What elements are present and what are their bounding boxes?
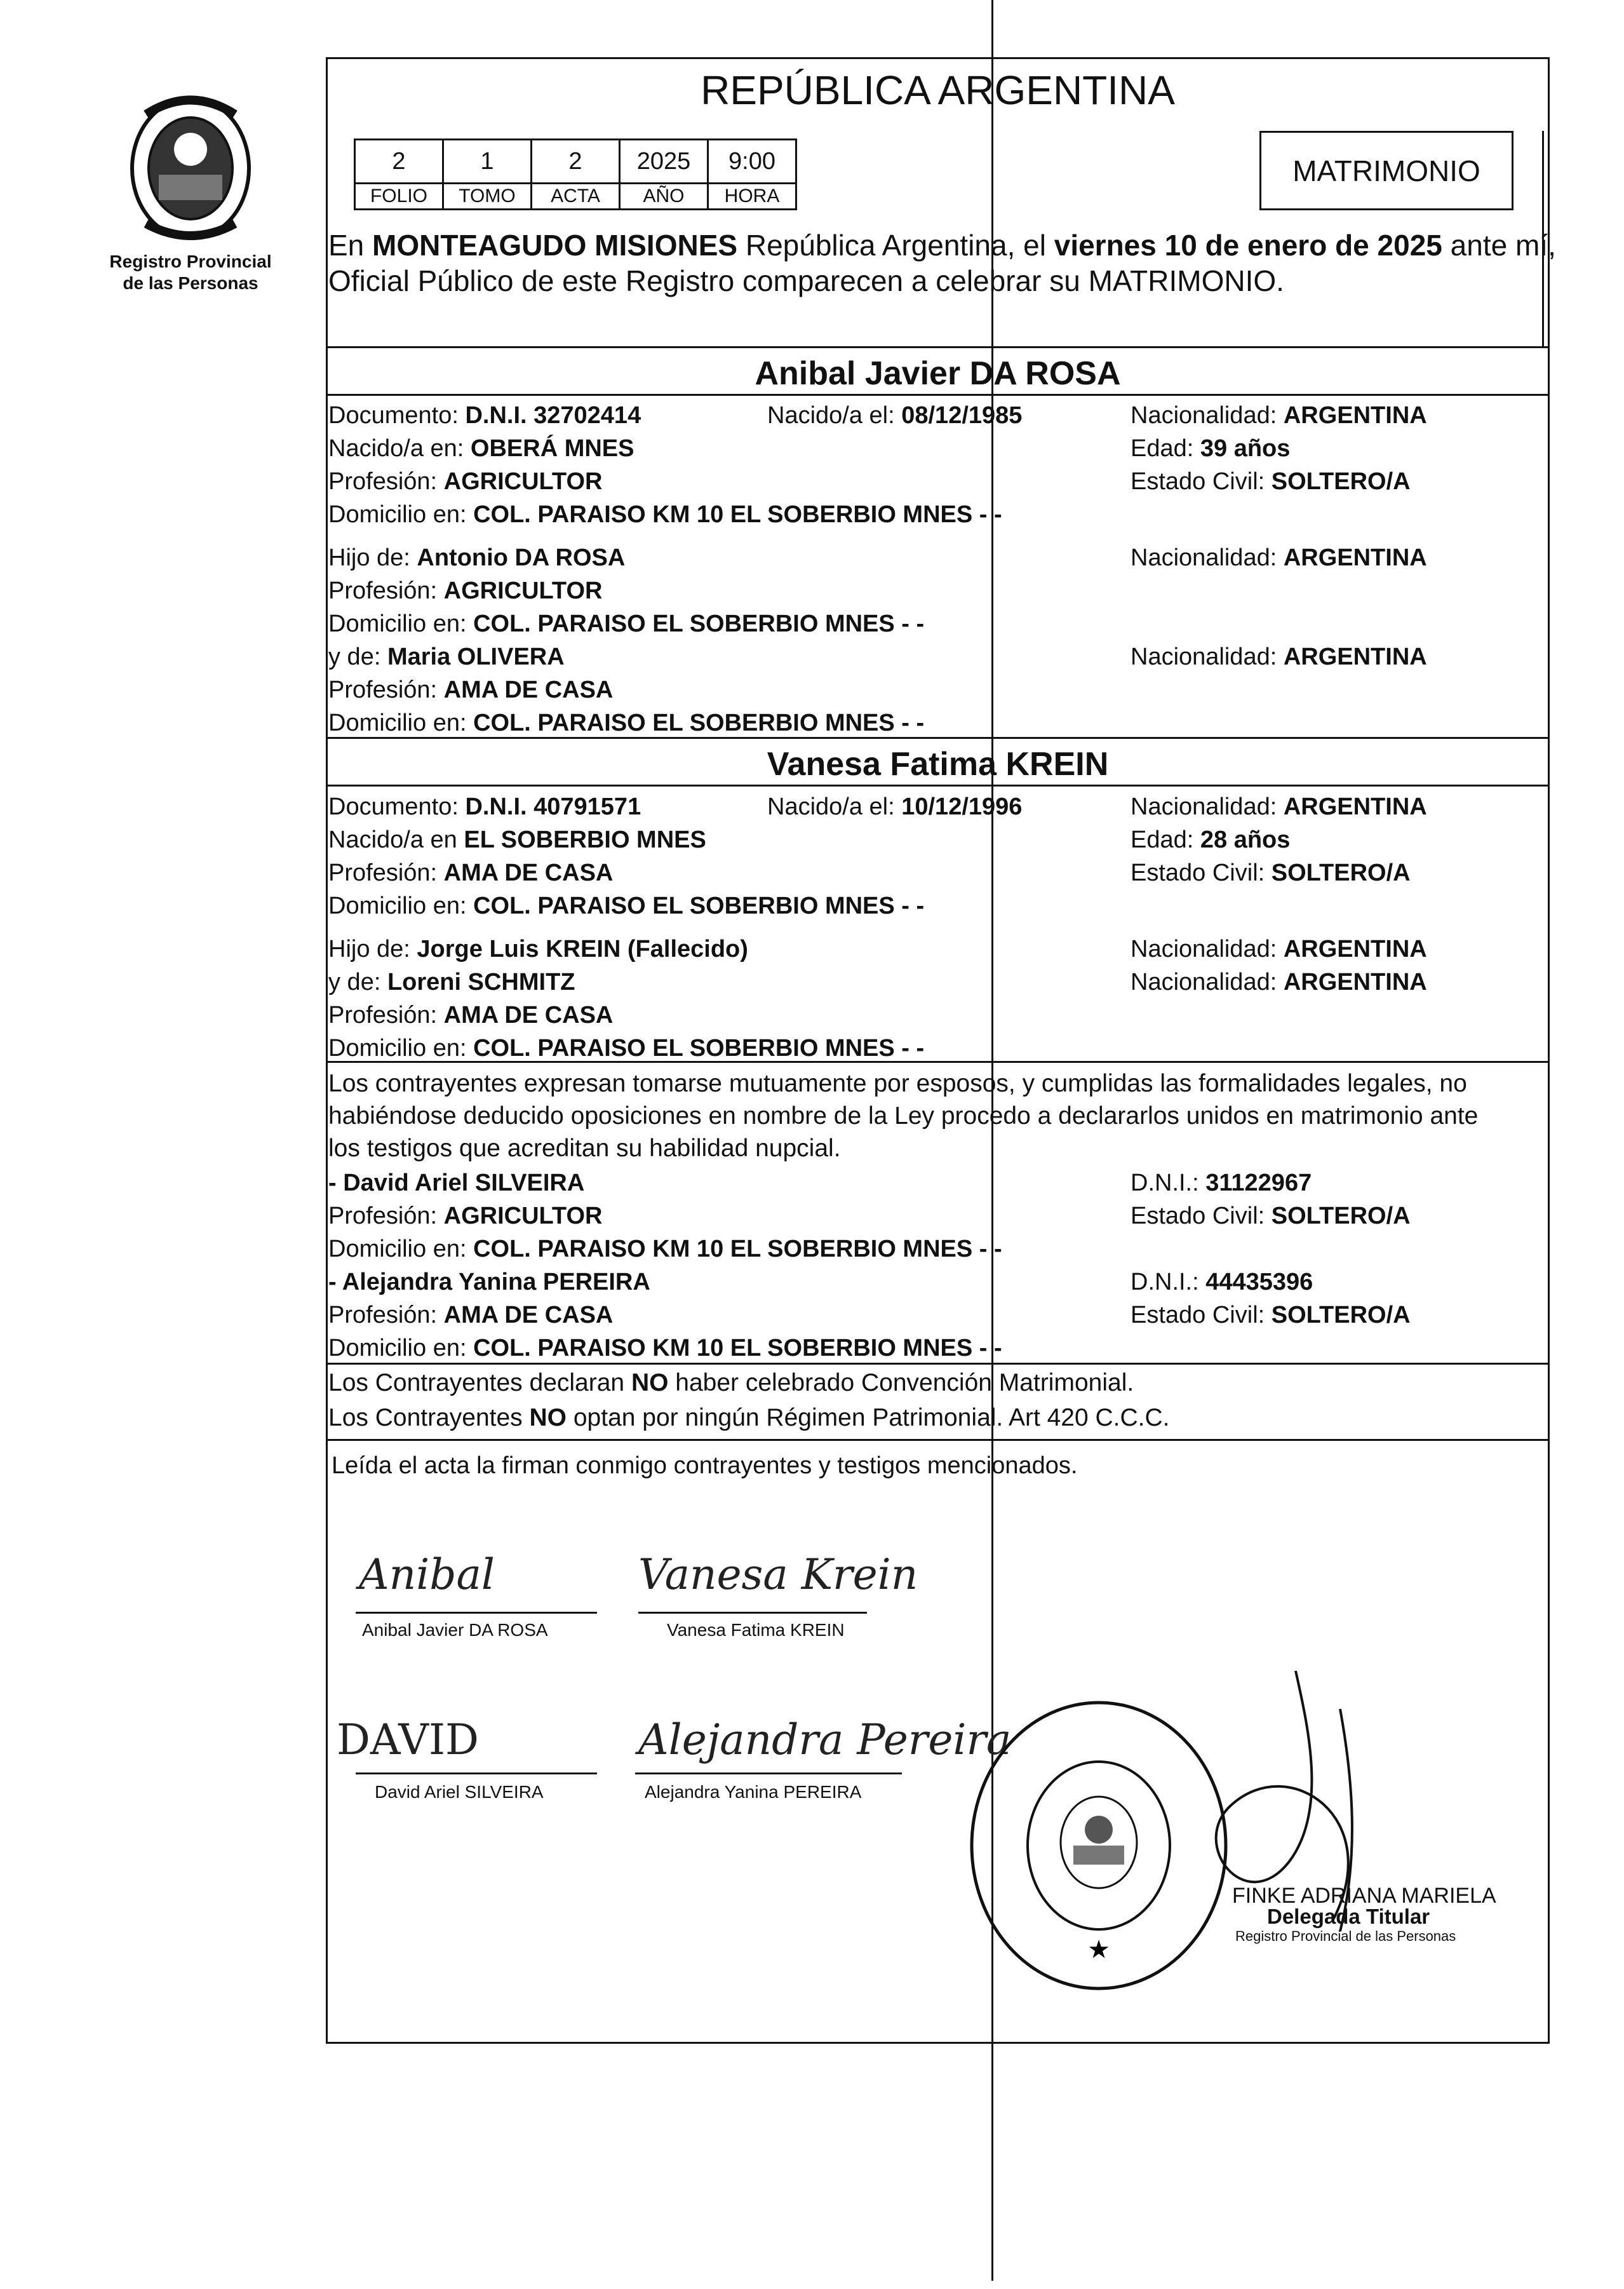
label: Profesión:	[328, 677, 444, 703]
act-type-box	[1259, 131, 1513, 210]
closing-text: Leída el acta la firman conmigo contrayentes y testigos mencionados.	[332, 1452, 1078, 1479]
label: Documento:	[328, 402, 466, 429]
value: Maria OLIVERA	[387, 644, 565, 670]
signature-4: Alejandra Pereira	[638, 1715, 1012, 1764]
witness2-prof	[328, 1301, 613, 1329]
logo-caption-line2: de las Personas	[123, 273, 258, 293]
label: Estado Civil:	[1131, 1302, 1272, 1328]
spouse1-mother-nat	[1131, 643, 1427, 671]
svg-text:★: ★	[1087, 1936, 1110, 1964]
value: AMA DE CASA	[443, 1302, 614, 1328]
divider	[326, 1439, 1550, 1441]
signature-line	[638, 1612, 867, 1614]
label: Profesión:	[328, 1002, 444, 1029]
label: Nacido/a en	[328, 827, 464, 853]
label: Documento:	[328, 793, 466, 820]
intro-text: ante mí,	[1442, 229, 1556, 262]
spouse1-nat	[1131, 402, 1427, 429]
value: ARGENTINA	[1283, 969, 1427, 996]
value: AGRICULTOR	[443, 577, 603, 604]
value: D.N.I. 40791571	[465, 793, 641, 820]
value: COL. PARAISO EL SOBERBIO MNES - -	[473, 710, 925, 736]
declaration-line1: Los contrayentes expresan tomarse mutuamente por esposos, y cumplidas las formalidades legales, no	[328, 1070, 1467, 1097]
intro-place: MONTEAGUDO MISIONES	[372, 229, 738, 262]
anio-label: AÑO	[620, 184, 708, 210]
value: OBERÁ MNES	[470, 435, 634, 462]
signature-line	[356, 1772, 597, 1774]
label: Profesión:	[328, 1203, 444, 1229]
label: Nacionalidad:	[1131, 969, 1284, 996]
tomo-value: 1	[443, 140, 532, 184]
witness2-civil	[1131, 1301, 1411, 1329]
spouse2-mother-prof	[328, 1001, 613, 1029]
spouse2-nat	[1131, 793, 1427, 821]
declaration-line2: habiéndose deducido oposiciones en nombre de la Ley procedo a declararlos unidos en matrimonio ante	[328, 1102, 1479, 1130]
spouse1-mother-prof	[328, 676, 613, 704]
label: Edad:	[1131, 435, 1200, 462]
label: y de:	[328, 969, 387, 996]
spouse1-father-prof	[328, 577, 602, 605]
label: Hijo de:	[328, 936, 417, 962]
label: Nacionalidad:	[1131, 402, 1284, 429]
spouse2-birthplace	[328, 826, 706, 854]
value: Antonio DA ROSA	[417, 544, 626, 571]
official-role: Delegada Titular	[1267, 1905, 1430, 1928]
divider	[326, 1363, 1550, 1365]
spouse1-doc	[328, 402, 641, 429]
acta-label: ACTA	[532, 184, 620, 210]
emphasis: NO	[529, 1404, 567, 1431]
signature-line	[635, 1772, 902, 1774]
text: Los Contrayentes	[328, 1404, 530, 1431]
label: Hijo de:	[328, 544, 417, 571]
signer-name-3: David Ariel SILVEIRA	[375, 1782, 544, 1802]
value: COL. PARAISO KM 10 EL SOBERBIO MNES - -	[473, 1236, 1002, 1262]
spouse1-born	[767, 402, 1022, 429]
label: y de:	[328, 644, 387, 670]
register-table	[354, 138, 797, 210]
value: AMA DE CASA	[443, 860, 614, 886]
signer-name-1: Anibal Javier DA ROSA	[362, 1620, 548, 1640]
label: Profesión:	[328, 1302, 444, 1328]
divider	[326, 346, 1550, 348]
spouse1-mother	[328, 643, 565, 671]
spouse2-civil	[1131, 859, 1411, 887]
value: 08/12/1985	[901, 402, 1023, 429]
value: AGRICULTOR	[443, 468, 603, 495]
label: Estado Civil:	[1131, 468, 1272, 495]
value: 31122967	[1205, 1170, 1312, 1196]
value: D.N.I. 32702414	[465, 402, 641, 429]
spouse1-birthplace	[328, 435, 634, 463]
hora-label: HORA	[708, 184, 796, 210]
value: - Alejandra Yanina PEREIRA	[328, 1269, 650, 1295]
spouse2-prof	[328, 859, 613, 887]
label: Nacido/a el:	[767, 402, 902, 429]
witness1-civil	[1131, 1202, 1411, 1230]
value: COL. PARAISO EL SOBERBIO MNES - -	[473, 611, 925, 637]
intro-line1	[328, 227, 1556, 263]
spouse2-born	[767, 793, 1022, 821]
label: Domicilio en:	[328, 501, 474, 528]
act-type: MATRIMONIO	[1292, 154, 1480, 187]
witness1-dom	[328, 1235, 1002, 1263]
label: Nacionalidad:	[1131, 544, 1284, 571]
witness2-dni	[1131, 1268, 1313, 1296]
folio-value: 2	[355, 140, 443, 184]
anio-value: 2025	[620, 140, 708, 184]
convention-line1	[328, 1369, 1134, 1397]
intro-line2: Oficial Público de este Registro comparecen a celebrar su MATRIMONIO.	[328, 264, 1284, 297]
spouse1-dom	[328, 501, 1002, 529]
value: Jorge Luis KREIN (Fallecido)	[417, 936, 748, 962]
spouse1-father-nat	[1131, 544, 1427, 572]
value: COL. PARAISO KM 10 EL SOBERBIO MNES - -	[473, 501, 1002, 528]
witness1-name	[328, 1169, 584, 1197]
spouse1-name: Anibal Javier DA ROSA	[755, 355, 1121, 392]
value: ARGENTINA	[1283, 544, 1427, 571]
page-title: REPÚBLICA ARGENTINA	[701, 67, 1175, 113]
label: Domicilio en:	[328, 893, 474, 919]
value: ARGENTINA	[1283, 402, 1427, 429]
value: ARGENTINA	[1283, 793, 1427, 820]
spouse1-civil	[1131, 468, 1411, 496]
witness1-dni	[1131, 1169, 1312, 1197]
text: optan por ningún Régimen Patrimonial. Art 420 C.C.C.	[567, 1404, 1170, 1431]
spouse2-mother-dom	[328, 1034, 924, 1062]
label: Profesión:	[328, 577, 444, 604]
signature-2: Vanesa Krein	[638, 1550, 918, 1599]
value: COL. PARAISO EL SOBERBIO MNES - -	[473, 1035, 925, 1062]
spouse2-father	[328, 935, 748, 963]
spouse1-prof	[328, 468, 602, 496]
witness2-dom	[328, 1334, 1002, 1362]
spouse1-father-dom	[328, 610, 924, 638]
value: AGRICULTOR	[443, 1203, 603, 1229]
value: 10/12/1996	[901, 793, 1023, 820]
value: SOLTERO/A	[1271, 468, 1411, 495]
signer-name-4: Alejandra Yanina PEREIRA	[645, 1782, 862, 1802]
spouse2-doc	[328, 793, 641, 821]
label: Domicilio en:	[328, 1035, 474, 1062]
intro-text: República Argentina, el	[737, 229, 1054, 262]
label: Nacionalidad:	[1131, 793, 1284, 820]
emphasis: NO	[631, 1369, 669, 1396]
registry-logo	[95, 89, 286, 294]
folio-label: FOLIO	[355, 184, 443, 210]
label: Domicilio en:	[328, 611, 474, 637]
value: SOLTERO/A	[1271, 860, 1411, 886]
spouse2-name: Vanesa Fatima KREIN	[767, 746, 1109, 783]
text: haber celebrado Convención Matrimonial.	[668, 1369, 1134, 1396]
value: ARGENTINA	[1283, 644, 1427, 670]
label: D.N.I.:	[1131, 1269, 1206, 1295]
label: Edad:	[1131, 827, 1200, 853]
signer-name-2: Vanesa Fatima KREIN	[667, 1620, 845, 1640]
value: 44435396	[1205, 1269, 1313, 1295]
value: Loreni SCHMITZ	[387, 969, 575, 996]
value: 28 años	[1200, 827, 1291, 853]
spouse1-father	[328, 544, 625, 572]
value: ARGENTINA	[1283, 936, 1427, 962]
divider	[326, 394, 1550, 396]
spouse2-age	[1131, 826, 1290, 854]
label: Domicilio en:	[328, 1236, 474, 1262]
label: Nacionalidad:	[1131, 936, 1284, 962]
hora-value: 9:00	[708, 140, 796, 184]
value: COL. PARAISO EL SOBERBIO MNES - -	[473, 893, 925, 919]
acta-value: 2	[532, 140, 620, 184]
coat-of-arms-icon	[121, 89, 260, 248]
label: Estado Civil:	[1131, 860, 1272, 886]
signature-1: Anibal	[359, 1550, 495, 1599]
official-org: Registro Provincial de las Personas	[1235, 1928, 1456, 1944]
label: Nacionalidad:	[1131, 644, 1284, 670]
label: D.N.I.:	[1131, 1170, 1206, 1196]
signature-3: DAVID	[337, 1715, 479, 1764]
label: Nacido/a en:	[328, 435, 471, 462]
logo-caption-line1: Registro Provincial	[109, 252, 272, 271]
label: Nacido/a el:	[767, 793, 902, 820]
divider	[326, 737, 1550, 739]
spouse2-dom	[328, 892, 924, 920]
spouse2-mother	[328, 968, 575, 996]
intro-date: viernes 10 de enero de 2025	[1054, 229, 1442, 262]
tomo-label: TOMO	[443, 184, 532, 210]
value: AMA DE CASA	[443, 677, 614, 703]
signature-line	[356, 1612, 597, 1614]
convention-line2	[328, 1404, 1170, 1432]
value: 39 años	[1200, 435, 1291, 462]
spouse1-age	[1131, 435, 1290, 463]
text: Los Contrayentes declaran	[328, 1369, 631, 1396]
value: SOLTERO/A	[1271, 1302, 1411, 1328]
label: Domicilio en:	[328, 710, 474, 736]
value: AMA DE CASA	[443, 1002, 614, 1029]
label: Domicilio en:	[328, 1335, 474, 1361]
witness1-prof	[328, 1202, 602, 1230]
label: Profesión:	[328, 860, 444, 886]
intro-text: En	[328, 229, 373, 262]
divider	[326, 785, 1550, 787]
spouse1-mother-dom	[328, 709, 924, 737]
witness2-name	[328, 1268, 650, 1296]
declaration-line3: los testigos que acreditan su habilidad nupcial.	[328, 1135, 841, 1162]
value: COL. PARAISO KM 10 EL SOBERBIO MNES - -	[473, 1335, 1002, 1361]
official-name: FINKE ADRIANA MARIELA	[1232, 1884, 1496, 1908]
label: Profesión:	[328, 468, 444, 495]
value: SOLTERO/A	[1271, 1203, 1411, 1229]
label: Estado Civil:	[1131, 1203, 1272, 1229]
value: EL SOBERBIO MNES	[464, 827, 706, 853]
value: - David Ariel SILVEIRA	[328, 1170, 585, 1196]
spouse2-mother-nat	[1131, 968, 1427, 996]
spouse2-father-nat	[1131, 935, 1427, 963]
